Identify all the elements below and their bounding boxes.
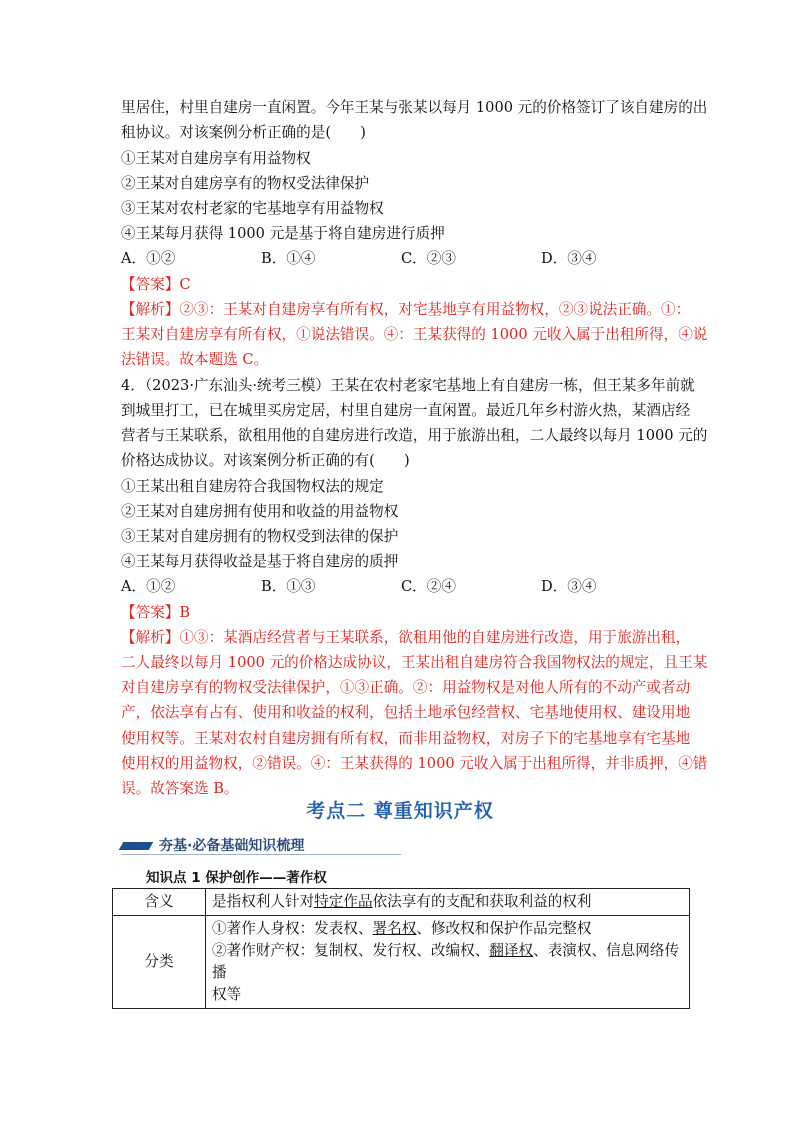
- banner-bar: [119, 842, 154, 850]
- q4-statement-4: ④王某每月获得收益是基于将自建房的质押: [121, 553, 399, 570]
- q4-option-d: D．③④: [541, 578, 597, 595]
- banner-underline: [121, 854, 401, 855]
- copyright-table: [112, 888, 690, 1009]
- section-title: 考点二 尊重知识产权: [306, 800, 494, 822]
- q3-analysis-line-3: 法错误。故本题选 C。: [121, 351, 269, 368]
- q4-analysis-line-3: 对自建房享有的物权受法律保护，①③正确。②：用益物权是对他人所有的不动产或者动: [121, 679, 691, 696]
- q3-analysis-line-2: 王某对自建房享有所有权，①说法错误。④：王某获得的 1000 元收入属于出租所得，④说: [121, 326, 708, 343]
- q4-statement-2: ②王某对自建房拥有使用和收益的用益物权: [121, 503, 399, 520]
- q3-statement-4: ④王某每月获得 1000 元是基于将自建房进行质押: [121, 225, 445, 242]
- q4-stem-line-3: 营者与王某联系，欲租用他的自建房进行改造，用于旅游出租，二人最终以每月 1000 元的: [121, 427, 708, 444]
- table-row: [113, 889, 690, 916]
- q4-stem-line-2: 到城里打工，已在城里买房定居，村里自建房一直闲置。最近几年乡村游火热，某酒店经: [121, 402, 691, 419]
- q3-options: [121, 249, 681, 269]
- q3-statement-3: ③王某对农村老家的宅基地享有用益物权: [121, 200, 384, 217]
- q3-stem-line-2: 租协议。对该案例分析正确的是( ): [121, 124, 366, 141]
- q4-analysis-line-6: 使用权的用益物权，②错误。④：王某获得的 1000 元收入属于出租所得，并非质押，④错: [121, 755, 708, 772]
- row-category-content: ①著作人身权：发表权、署名权、修改权和保护作品完整权 ②著作财产权：复制权、发行权、改编权、翻译权、表演权、信息网络传播 权等: [206, 916, 690, 1009]
- q3-stem-line-1: 里居住，村里自建房一直闲置。今年王某与张某以每月 1000 元的价格签订了该自建房的出: [121, 99, 708, 116]
- knowledge-point-title: 知识点 1 保护创作——著作权: [146, 870, 327, 886]
- q4-option-a: A．①②: [121, 578, 176, 595]
- q4-statement-1: ①王某出租自建房符合我国物权法的规定: [121, 478, 384, 495]
- q3-analysis-line-1: 【解析】②③：王某对自建房享有所有权，对宅基地享有用益物权，②③说法正确。①：: [121, 301, 691, 318]
- row-label-category: 分类: [113, 916, 206, 1009]
- q4-analysis-line-1: 【解析】①③：某酒店经营者与王某联系，欲租用他的自建房进行改造，用于旅游出租，: [121, 629, 691, 646]
- section-banner: [121, 832, 401, 858]
- q3-option-b: B．①④: [261, 250, 316, 267]
- q4-analysis-line-5: 使用权等。王某对农村自建房拥有所有权，而非用益物权，对房子下的宅基地享有宅基地: [121, 730, 691, 747]
- q3-statement-1: ①王某对自建房享有用益物权: [121, 150, 311, 167]
- q3-option-c: C．②③: [401, 250, 456, 267]
- q4-stem-line-1: 4．（2023·广东汕头·统考三模）王某在农村老家宅基地上有自建房一栋，但王某多年前就: [121, 377, 695, 394]
- q4-analysis-line-2: 二人最终以每月 1000 元的价格达成协议，王某出租自建房符合我国物权法的规定，且王某: [121, 654, 708, 671]
- q3-answer: 【答案】C: [121, 276, 191, 293]
- q3-option-d: D．③④: [541, 250, 597, 267]
- q4-stem-line-4: 价格达成协议。对该案例分析正确的有( ): [121, 452, 410, 469]
- row-label-meaning: 含义: [113, 889, 206, 916]
- q3-statement-2: ②王某对自建房享有的物权受法律保护: [121, 175, 370, 192]
- row-meaning-content: 是指权利人针对特定作品依法享有的支配和获取利益的权利: [206, 889, 690, 916]
- q3-option-a: A．①②: [121, 250, 176, 267]
- table-row: [113, 916, 690, 1009]
- q4-options: [121, 577, 681, 597]
- banner-text: 夯基·必备基础知识梳理: [159, 838, 305, 854]
- q4-answer: 【答案】B: [121, 604, 191, 621]
- q4-option-b: B．①③: [261, 578, 316, 595]
- q4-statement-3: ③王某对自建房拥有的物权受到法律的保护: [121, 528, 399, 545]
- q4-option-c: C．②④: [401, 578, 456, 595]
- q4-analysis-line-4: 产，依法享有占有、使用和收益的权利，包括土地承包经营权、宅基地使用权、建设用地: [121, 704, 691, 721]
- q4-analysis-line-7: 误。故答案选 B。: [121, 780, 239, 797]
